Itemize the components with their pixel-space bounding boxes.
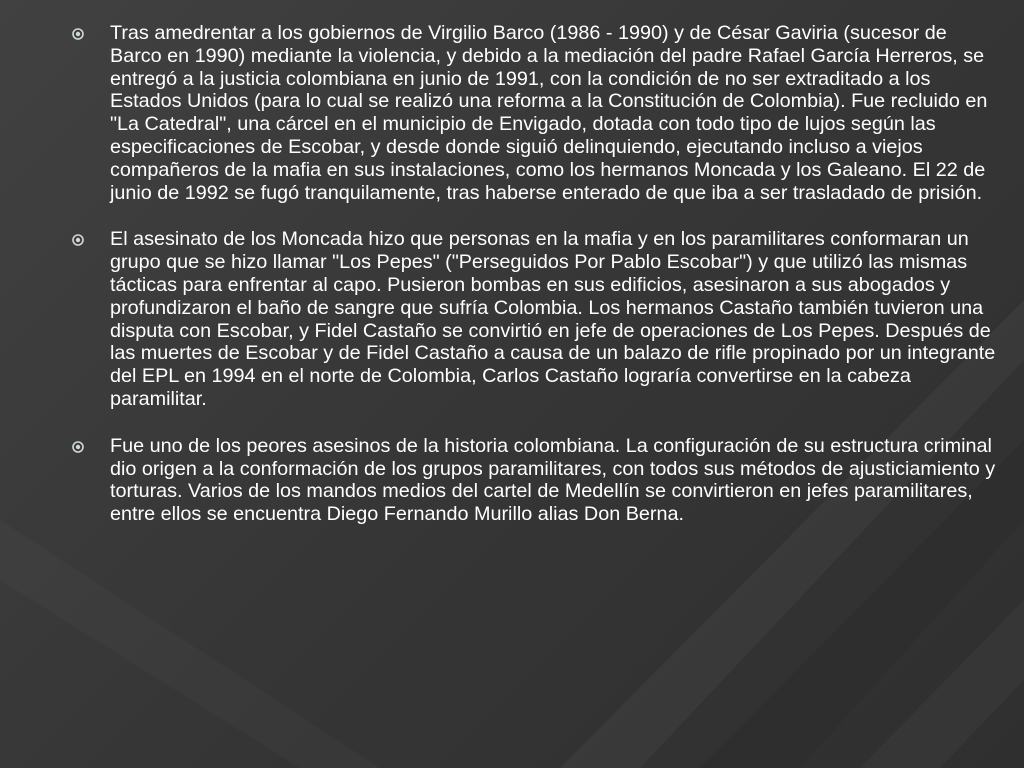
bullet-text: El asesinato de los Moncada hizo que personas en la mafia y en los paramilitares conformaran un grupo que se hizo llamar "Los Pepes" ("Perseguidos Por Pablo Escobar") y que utilizó las mismas tácticas para enfrentar al capo. Pusieron bombas en sus edificios, asesinaron a sus abogados y profundizaron el baño de sangre que sufría Colombia. Los hermanos Castaño también tuvieron una disputa con Escobar, y Fidel Castaño se convirtió en jefe de operaciones de Los Pepes. Después de las muertes de Escobar y de Fidel Castaño a causa de un balazo de rifle propinado por un integrante del EPL en 1994 en el norte de Colombia, Carlos Castaño lograría convertirse en la cabeza paramilitar. — [110, 228, 996, 410]
bullet-item — [72, 22, 998, 204]
ring-bullet-icon — [72, 441, 84, 453]
bullet-text: Fue uno de los peores asesinos de la historia colombiana. La configuración de su estructura criminal dio origen a la conformación de los grupos paramilitares, con todos sus métodos de ajusticiamiento y torturas. Varios de los mandos medios del cartel de Medellín se convirtieron en jefes paramilitares, entre ellos se encuentra Diego Fernando Murillo alias Don Berna. — [110, 434, 996, 526]
ring-bullet-icon — [72, 234, 84, 246]
bullet-item — [72, 228, 998, 410]
diagonal-stripe-3 — [0, 520, 380, 768]
bullet-item — [72, 435, 998, 526]
bullet-text: Tras amedrentar a los gobiernos de Virgilio Barco (1986 - 1990) y de César Gaviria (sucesor de Barco en 1990) mediante la violencia, y debido a la mediación del padre Rafael García Herreros, se entregó a la justicia colombiana en junio de 1991, con la condición de no ser extraditado a los Estados Unidos (para lo cual se realizó una reforma a la Constitución de Colombia). Fue recluido en "La Catedral", una cárcel en el municipio de Envigado, dotada con todo tipo de lujos según las especificaciones de Escobar, y desde donde siguió delinquiendo, ejecutando incluso a viejos compañeros de la mafia en sus instalaciones, como los hermanos Moncada y los Galeano. El 22 de junio de 1992 se fugó tranquilamente, tras haberse enterado de que iba a ser trasladado de prisión. — [110, 22, 988, 204]
bullet-list — [72, 22, 998, 550]
ring-bullet-icon — [72, 28, 84, 40]
